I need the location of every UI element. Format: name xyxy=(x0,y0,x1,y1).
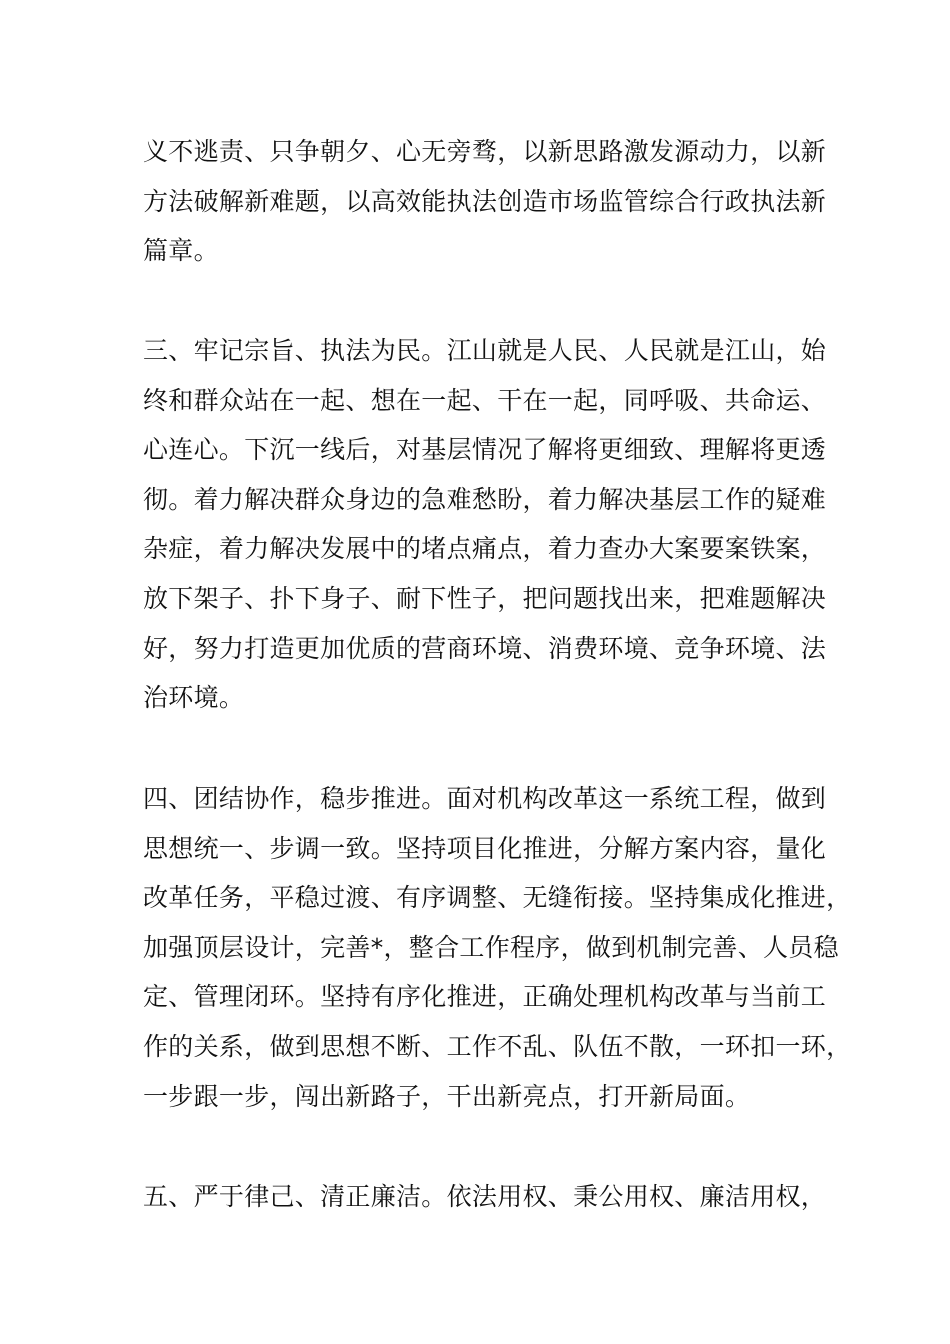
text-line: 好，努力打造更加优质的营商环境、消费环境、竞争环境、法 xyxy=(143,633,827,663)
text-line: 彻。着力解决群众身边的急难愁盼，着力解决基层工作的疑难 xyxy=(143,484,827,514)
text-line: 篇章。 xyxy=(143,236,219,266)
text-line: 治环境。 xyxy=(143,683,245,713)
text-line: 终和群众站在一起、想在一起、干在一起，同呼吸、共命运、 xyxy=(143,385,827,415)
text-line: 放下架子、扑下身子、耐下性子，把问题找出来，把难题解决 xyxy=(143,583,827,613)
text-line: 一步跟一步，闯出新路子，干出新亮点，打开新局面。 xyxy=(143,1081,751,1111)
paragraph-section-five xyxy=(143,1172,827,1222)
text-line: 心连心。下沉一线后，对基层情况了解将更细致、理解将更透 xyxy=(143,435,827,465)
paragraph-section-three xyxy=(143,326,827,723)
text-line: 五、严于律己、清正廉洁。依法用权、秉公用权、廉洁用权， xyxy=(143,1182,827,1211)
text-line: 定、管理闭环。坚持有序化推进，正确处理机构改革与当前工 xyxy=(143,982,827,1012)
text-line: 四、团结协作，稳步推进。面对机构改革这一系统工程，做到 xyxy=(143,784,827,813)
text-line: 作的关系，做到思想不断、工作不乱、队伍不散，一环扣一环， xyxy=(143,1031,852,1061)
text-line: 三、牢记宗旨、执法为民。江山就是人民、人民就是江山，始 xyxy=(143,336,827,365)
text-line: 加强顶层设计，完善*，整合工作程序，做到机制完善、人员稳 xyxy=(143,932,839,962)
text-line: 杂症，着力解决发展中的堵点痛点，着力查办大案要案铁案， xyxy=(143,534,827,564)
text-line: 方法破解新难题，以高效能执法创造市场监管综合行政执法新 xyxy=(143,186,827,216)
text-line: 改革任务，平稳过渡、有序调整、无缝衔接。坚持集成化推进， xyxy=(143,883,852,913)
paragraph-section-four xyxy=(143,774,852,1121)
text-line: 思想统一、步调一致。坚持项目化推进，分解方案内容，量化 xyxy=(143,833,827,863)
text-line: 义不逃责、只争朝夕、心无旁骛，以新思路激发源动力，以新 xyxy=(143,137,827,166)
paragraph-continuation xyxy=(143,127,827,276)
